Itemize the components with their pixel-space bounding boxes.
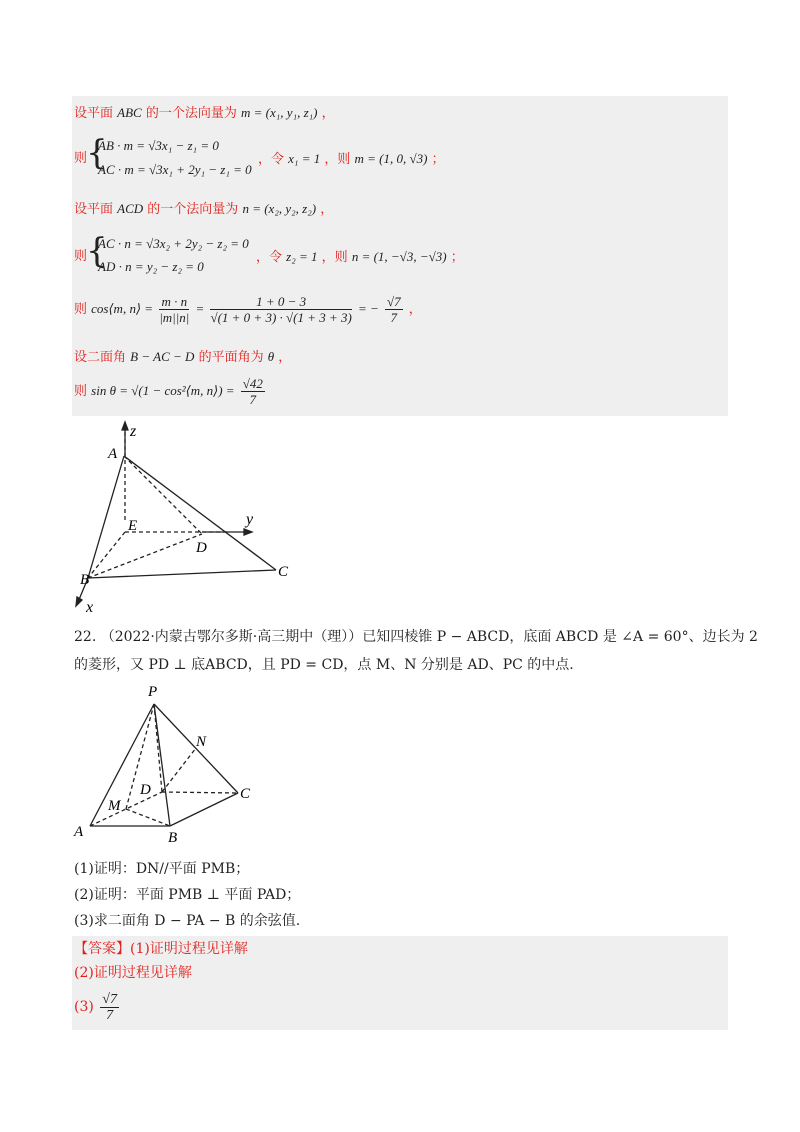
text-segment: 则 — [74, 302, 88, 317]
label-C: C — [278, 564, 289, 580]
numerator: m · n — [159, 294, 189, 310]
text-segment: 的平面角为 — [198, 350, 264, 365]
equals-sign: = − — [358, 301, 379, 316]
theta-symbol: θ — [267, 349, 275, 364]
label-y: y — [246, 511, 254, 528]
sin-lhs: sin θ = √(1 − cos²⟨m, n⟩) = — [91, 383, 235, 398]
text-segment: 则 — [74, 151, 88, 166]
assignment: z₂ = 1 — [286, 249, 318, 264]
label-N: N — [196, 734, 207, 750]
assignment: x₁ = 1 — [288, 151, 321, 166]
segment-MB — [126, 809, 170, 826]
label-E: E — [128, 518, 138, 534]
equation-1: AB · m = √3x₁ − z₁ = 0 — [98, 138, 219, 153]
label-M: M — [108, 798, 121, 814]
dihedral-angle: B − AC − D — [130, 349, 195, 364]
text-segment: 设二面角 — [74, 350, 127, 365]
denominator: |m||n| — [159, 310, 190, 325]
text-segment: ， — [320, 202, 334, 217]
denominator: 7 — [390, 310, 398, 325]
edge-BC — [170, 793, 238, 826]
numerator: √42 — [242, 376, 263, 391]
equation-2: AD · n = y₂ − z₂ = 0 — [98, 259, 204, 274]
text-segment: ，令 — [256, 250, 283, 265]
label-C: C — [240, 786, 251, 802]
equals-sign: = — [195, 301, 205, 316]
text-segment: 的一个法向量为 — [145, 106, 237, 121]
numerator: √7 — [102, 991, 117, 1007]
solution-line-3 — [74, 200, 333, 219]
edge-DC — [162, 792, 238, 793]
label-x: x — [86, 599, 94, 616]
solution-line-1 — [74, 104, 335, 123]
text-segment: ， — [408, 302, 422, 317]
text-segment: 设平面 — [74, 106, 114, 121]
text-segment: ，则 — [321, 250, 348, 265]
figure-pyramid — [72, 680, 272, 844]
system-brace: { — [86, 231, 108, 271]
system-brace: { — [86, 133, 108, 173]
fraction-value — [210, 294, 351, 325]
text-segment: 的一个法向量为 — [147, 202, 239, 217]
plane-name: ABC — [117, 105, 142, 120]
problem-line-1: 22. （2022·内蒙古鄂尔多斯·高三期中（理））已知四棱锥 P − ABCD，底面 ABCD 是 ∠A = 60°、边长为 2 — [74, 629, 758, 645]
label-P: P — [148, 684, 158, 700]
fraction-mn — [159, 294, 189, 325]
vector-n-result: n = (1, −√3, −√3) — [351, 249, 447, 264]
question-3: (3)求二面角 D − PA − B 的余弦值. — [74, 913, 301, 929]
solution-line-5 — [74, 292, 422, 327]
label-D: D — [140, 782, 151, 798]
label-A: A — [74, 824, 84, 840]
normal-vector-n: n = (x₂, y₂, z₂) — [242, 201, 317, 216]
figure-coordinate-tetrahedron — [72, 416, 298, 616]
cos-lhs: cos⟨m, n⟩ = — [91, 301, 154, 316]
answer-line-3 — [74, 990, 121, 1024]
fraction-result — [241, 376, 265, 407]
label-B: B — [168, 830, 178, 844]
text-segment: 则 — [74, 249, 88, 264]
problem-line-2: 的菱形，又 PD ⊥ 底ABCD，且 PD = CD，点 M、N 分别是 AD、PC 的中点. — [74, 657, 574, 673]
text-segment: ； — [450, 250, 464, 265]
text-segment: ， — [321, 106, 335, 121]
normal-vector-m: m = (x₁, y₁, z₁) — [241, 105, 318, 120]
numerator: 1 + 0 − 3 — [210, 294, 351, 310]
label-B: B — [80, 572, 90, 588]
edge-PA — [90, 704, 154, 826]
answer-3-prefix: (3) — [74, 999, 94, 1015]
text-segment: ， — [278, 350, 292, 365]
solution-line-7 — [74, 374, 267, 409]
text-segment: ； — [431, 152, 445, 167]
label-z: z — [130, 423, 137, 440]
answer-1: (1)证明过程见详解 — [130, 941, 248, 957]
equation-1: AC · n = √3x₂ + 2y₂ − z₂ = 0 — [98, 236, 249, 251]
label-D: D — [196, 540, 207, 556]
segment-DN — [162, 748, 196, 792]
question-2: (2)证明：平面 PMB ⊥ 平面 PAD； — [74, 887, 301, 903]
numerator: √7 — [386, 294, 401, 309]
fraction-result — [385, 294, 403, 325]
edge-PB — [154, 704, 170, 826]
denominator: 7 — [106, 1007, 114, 1023]
answer-line-1 — [74, 940, 248, 958]
question-1: (1)证明：DN//平面 PMB； — [74, 861, 250, 877]
text-segment: ，则 — [324, 152, 351, 167]
vector-m-result: m = (1, 0, √3) — [354, 151, 428, 166]
text-segment: ，令 — [258, 152, 285, 167]
answer-2: (2)证明过程见详解 — [74, 965, 192, 981]
denominator: √(1 + 0 + 3) · √(1 + 3 + 3) — [210, 310, 352, 325]
equation-2: AC · m = √3x₁ + 2y₁ − z₁ = 0 — [98, 162, 252, 177]
plane-name: ACD — [117, 201, 144, 216]
text-segment: 则 — [74, 384, 88, 399]
denominator: 7 — [249, 392, 257, 407]
solution-line-6 — [74, 348, 291, 367]
label-A: A — [108, 446, 118, 462]
text-segment: 设平面 — [74, 202, 114, 217]
answer-tag: 【答案】 — [74, 941, 130, 957]
answer-3-fraction — [100, 992, 119, 1023]
